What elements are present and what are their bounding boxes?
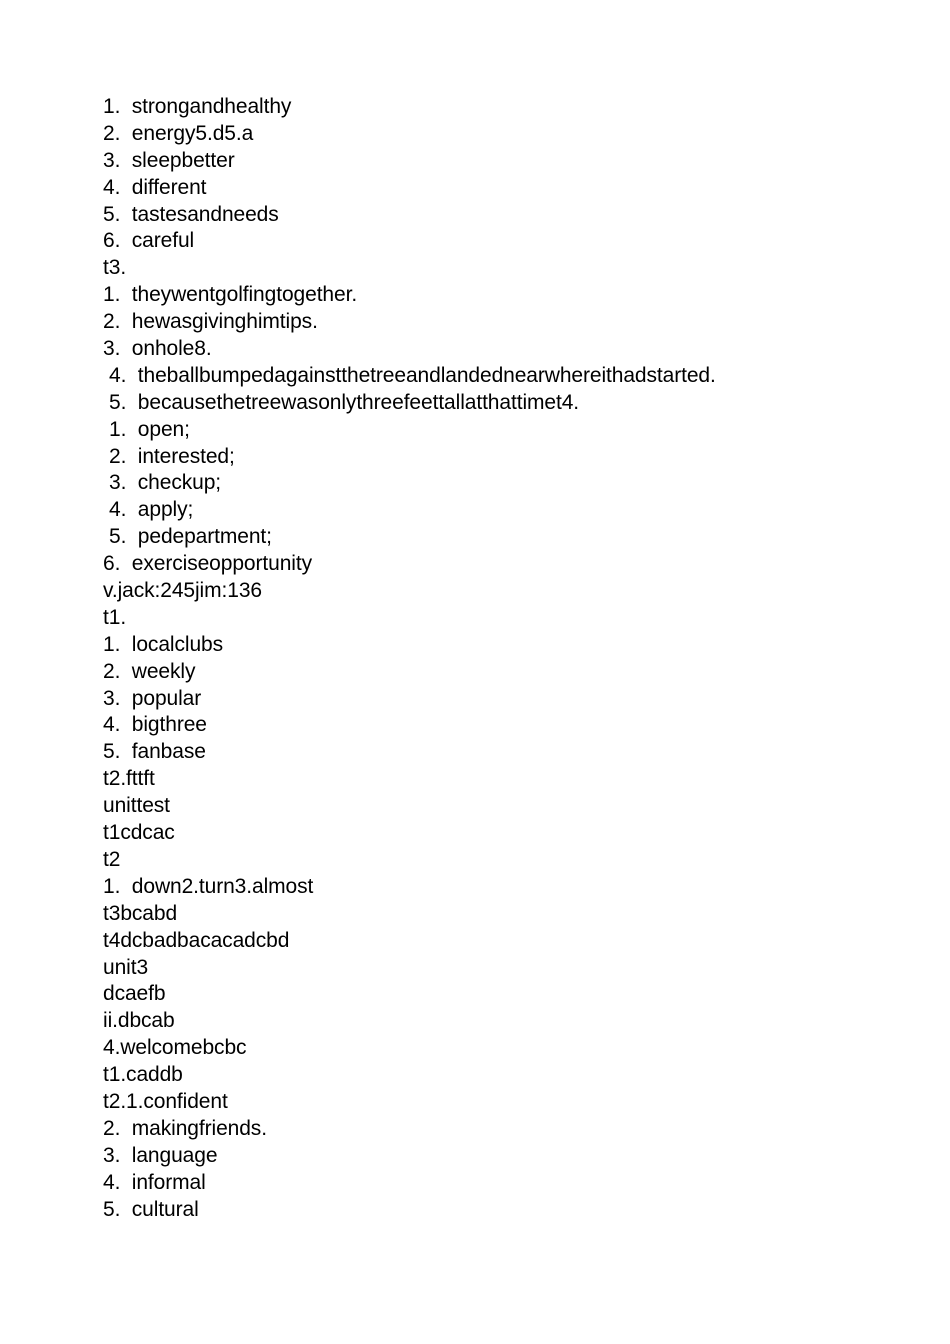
text-line: 3. onhole8. [103,337,212,361]
text-line: dcaefb [103,982,166,1006]
text-line: 1. strongandhealthy [103,95,292,118]
text-line: 3. sleepbetter [103,148,235,172]
text-line: 5. fanbase [103,740,206,764]
text-line: 5. pedepartment; [109,525,272,549]
text-line: 2. weekly [103,659,196,683]
text-line: 2. hewasgivinghimtips. [103,310,318,334]
text-line: t3bcabd [103,901,178,925]
text-line: 6. exerciseopportunity [103,552,312,576]
text-line: t3. [103,256,127,280]
text-line: 5. becausethetreewasonlythreefeettallatthattimet4. [109,390,580,414]
text-line: t1cdcac [103,821,175,845]
text-line: unit3 [103,955,149,979]
text-line: 4. different [103,175,207,199]
text-line: 3. language [103,1143,218,1167]
answer-list [103,94,923,1223]
text-line: 4. informal [103,1170,206,1194]
text-line: 1. theywentgolfingtogether. [103,283,358,307]
text-line: ii.dbcab [103,1009,175,1033]
text-line: 5. cultural [103,1197,199,1221]
text-line: 4.welcomebcbc [103,1036,247,1060]
text-line: 2. makingfriends. [103,1116,267,1140]
text-line: 1. down2.turn3.almost [103,874,314,898]
text-line: 4. apply; [109,498,194,522]
text-line: 2. energy5.d5.a [103,121,254,145]
text-line: 1. localclubs [103,632,223,656]
text-line: t2.1.confident [103,1089,228,1113]
text-line: 4. theballbumpedagainstthetreeandlandednearwhereithadstarted. [109,363,716,387]
text-line: t1. [103,605,127,629]
text-line: 6. careful [103,229,195,253]
text-line: 3. checkup; [109,471,222,495]
text-line: 2. interested; [109,444,235,468]
text-line: t2 [103,847,121,871]
text-line: t4dcbadbacacadcbd [103,928,290,952]
text-line: 3. popular [103,686,202,710]
text-line: t2.fttft [103,767,155,791]
text-line: t1.caddb [103,1063,183,1087]
text-line: unittest [103,794,170,818]
text-line: 5. tastesandneeds [103,202,279,226]
text-line: 4. bigthree [103,713,207,737]
text-line: 1. open; [109,417,190,441]
text-line: v.jack:245jim:136 [103,579,262,603]
